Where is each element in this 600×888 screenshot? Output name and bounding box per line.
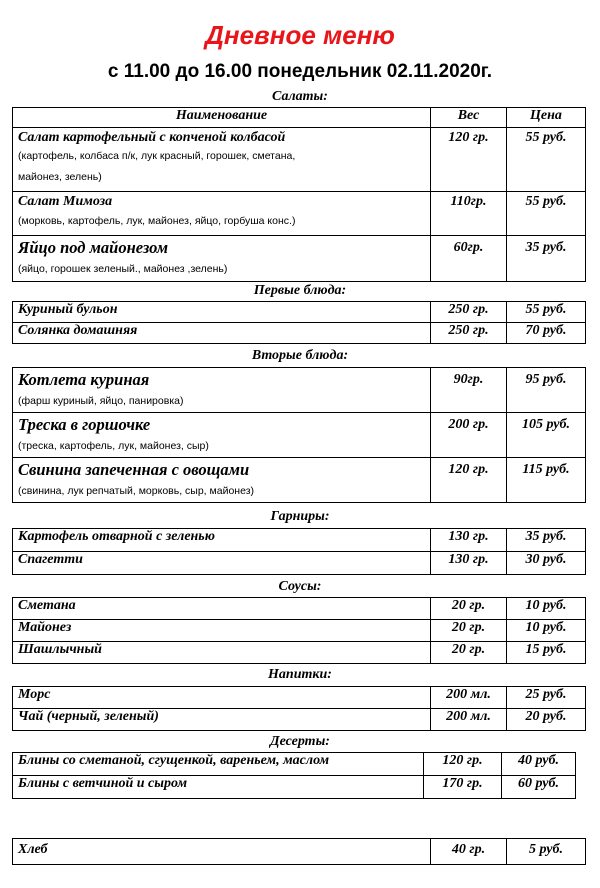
garnish-table bbox=[12, 528, 586, 575]
dish-weight: 200 гр. bbox=[431, 413, 507, 458]
first-courses-table bbox=[12, 301, 586, 344]
dish-weight: 60гр. bbox=[431, 236, 507, 282]
dish-description: (фарш куриный, яйцо, панировка) bbox=[18, 395, 184, 407]
header-weight: Вес bbox=[431, 108, 507, 128]
table-row bbox=[13, 620, 586, 642]
sauces-table bbox=[12, 597, 586, 664]
dish-price: 5 руб. bbox=[507, 839, 586, 865]
dish-price: 70 руб. bbox=[507, 323, 586, 344]
dish-name: Блины с ветчиной и сыром bbox=[13, 776, 424, 799]
table-row bbox=[13, 323, 586, 344]
dish-price: 40 руб. bbox=[502, 753, 576, 776]
dish-description: (треска, картофель, лук, майонез, сыр) bbox=[18, 440, 209, 452]
dish-weight: 130 гр. bbox=[431, 552, 507, 575]
dish-description: (картофель, колбаса п/к, лук красный, горошек, сметана, bbox=[18, 150, 296, 162]
table-row bbox=[13, 552, 586, 575]
table-row bbox=[13, 529, 586, 552]
header-price: Цена bbox=[507, 108, 586, 128]
section-title-second: Вторые блюда: bbox=[251, 348, 349, 363]
section-title-desserts: Десерты: bbox=[270, 734, 330, 749]
table-row bbox=[13, 753, 576, 776]
dish-name: Солянка домашняя bbox=[13, 323, 431, 344]
dish-weight: 200 мл. bbox=[431, 687, 507, 709]
dish-price: 20 руб. bbox=[507, 709, 586, 731]
table-row bbox=[13, 236, 586, 282]
dish-price: 115 руб. bbox=[507, 458, 586, 503]
table-row bbox=[13, 302, 586, 323]
dish-name: Майонез bbox=[13, 620, 431, 642]
dish-price: 35 руб. bbox=[507, 529, 586, 552]
dish-description: майонез, зелень) bbox=[18, 171, 102, 183]
table-row bbox=[13, 642, 586, 664]
dish-name: Хлеб bbox=[13, 839, 431, 865]
dish-price: 10 руб. bbox=[507, 620, 586, 642]
dish-name: Яйцо под майонезом bbox=[18, 238, 169, 257]
dish-weight: 20 гр. bbox=[431, 620, 507, 642]
dish-price: 15 руб. bbox=[507, 642, 586, 664]
table-header-row bbox=[13, 108, 586, 128]
dish-weight: 170 гр. bbox=[424, 776, 502, 799]
dish-weight: 90гр. bbox=[431, 368, 507, 413]
dish-name: Котлета куриная bbox=[18, 370, 150, 389]
table-row bbox=[13, 413, 586, 458]
second-courses-table bbox=[12, 367, 586, 503]
table-row bbox=[13, 192, 586, 236]
dish-name: Салат Мимоза bbox=[18, 194, 113, 209]
section-title-drinks: Напитки: bbox=[268, 667, 332, 682]
header-name: Наименование bbox=[13, 108, 431, 128]
dish-weight: 130 гр. bbox=[431, 529, 507, 552]
dish-name: Спагетти bbox=[13, 552, 431, 575]
dish-price: 10 руб. bbox=[507, 598, 586, 620]
menu-subtitle: с 11.00 до 16.00 понедельник 02.11.2020г. bbox=[107, 61, 493, 82]
dish-name: Шашлычный bbox=[13, 642, 431, 664]
dish-price: 55 руб. bbox=[507, 128, 586, 192]
dish-name: Свинина запеченная с овощами bbox=[18, 460, 250, 479]
dish-description: (яйцо, горошек зеленый., майонез ,зелень) bbox=[18, 263, 228, 275]
desserts-table bbox=[12, 752, 576, 799]
table-row bbox=[13, 128, 586, 192]
dish-name: Салат картофельный с копченой колбасой bbox=[18, 130, 286, 145]
dish-price: 105 руб. bbox=[507, 413, 586, 458]
section-title-garnish: Гарниры: bbox=[270, 509, 330, 524]
dish-name: Блины со сметаной, сгущенкой, вареньем, маслом bbox=[13, 753, 424, 776]
section-title-first: Первые блюда: bbox=[253, 283, 347, 298]
table-row bbox=[13, 709, 586, 731]
dish-price: 95 руб. bbox=[507, 368, 586, 413]
dish-price: 25 руб. bbox=[507, 687, 586, 709]
dish-description: (морковь, картофель, лук, майонез, яйцо, горбуша конс.) bbox=[18, 215, 296, 227]
dish-name: Морс bbox=[13, 687, 431, 709]
dish-weight: 120 гр. bbox=[424, 753, 502, 776]
section-title-sauces: Соусы: bbox=[278, 579, 322, 594]
dish-weight: 120 гр. bbox=[431, 458, 507, 503]
table-row bbox=[13, 687, 586, 709]
table-row bbox=[13, 776, 576, 799]
dish-price: 60 руб. bbox=[502, 776, 576, 799]
dish-name: Сметана bbox=[13, 598, 431, 620]
drinks-table bbox=[12, 686, 586, 731]
dish-weight: 250 гр. bbox=[431, 302, 507, 323]
dish-name: Чай (черный, зеленый) bbox=[13, 709, 431, 731]
table-row bbox=[13, 598, 586, 620]
dish-price: 35 руб. bbox=[507, 236, 586, 282]
dish-weight: 40 гр. bbox=[431, 839, 507, 865]
salads-table bbox=[12, 107, 586, 282]
table-row bbox=[13, 368, 586, 413]
dish-description: (свинина, лук репчатый, морковь, сыр, майонез) bbox=[18, 485, 254, 497]
dish-name: Картофель отварной с зеленью bbox=[13, 529, 431, 552]
dish-weight: 20 гр. bbox=[431, 642, 507, 664]
dish-price: 55 руб. bbox=[507, 192, 586, 236]
dish-price: 30 руб. bbox=[507, 552, 586, 575]
dish-name: Треска в горшочке bbox=[18, 415, 151, 434]
dish-weight: 200 мл. bbox=[431, 709, 507, 731]
dish-name: Куриный бульон bbox=[13, 302, 431, 323]
table-row bbox=[13, 839, 586, 865]
table-row bbox=[13, 458, 586, 503]
dish-weight: 20 гр. bbox=[431, 598, 507, 620]
dish-weight: 120 гр. bbox=[431, 128, 507, 192]
dish-price: 55 руб. bbox=[507, 302, 586, 323]
bread-table bbox=[12, 838, 586, 865]
dish-weight: 250 гр. bbox=[431, 323, 507, 344]
menu-title: Дневное меню bbox=[205, 20, 395, 50]
section-title-salads: Салаты: bbox=[272, 89, 328, 104]
dish-weight: 110гр. bbox=[431, 192, 507, 236]
